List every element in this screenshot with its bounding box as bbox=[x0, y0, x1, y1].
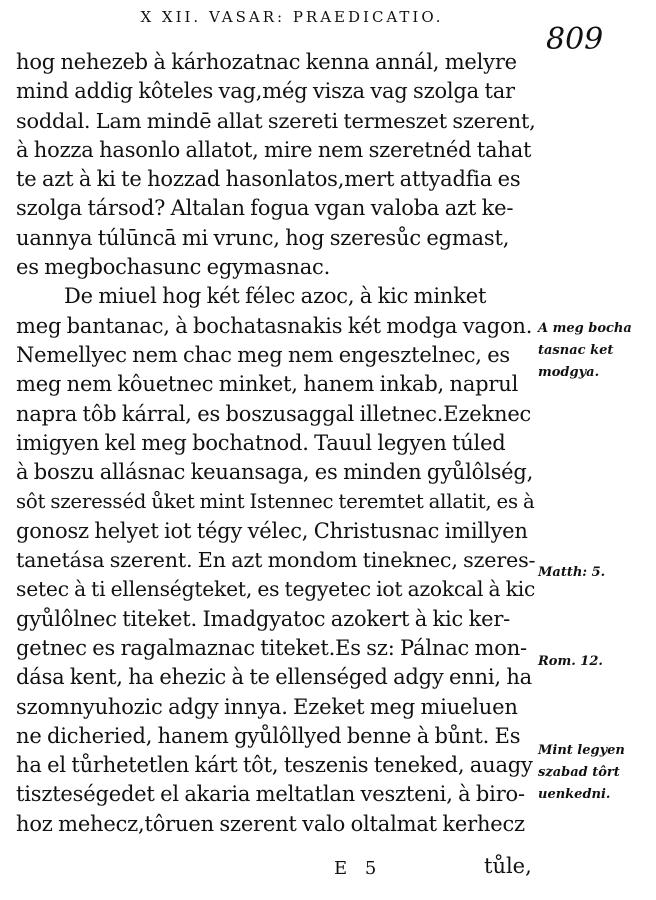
text-line: à hozza hasonlo allatot, mire nem szeretnéd tahat bbox=[16, 137, 532, 162]
text-line: szomnyuhozic adgy innya. Ezeket meg miueluen bbox=[16, 694, 518, 719]
text-line: szolga társod? Altalan fogua vgan valoba azt ke- bbox=[16, 196, 514, 221]
text-line: napra tôb kárral, es boszusaggal illetnec.Ezeknec bbox=[16, 401, 532, 426]
text-line: sôt szeresséd ůket mint Istennec teremtet allatit, es à bbox=[16, 490, 535, 514]
margin-note-line: Mint legyen bbox=[538, 743, 625, 758]
text-line: te azt à ki te hozzad hasonlatos,mert attyadfia es bbox=[16, 167, 521, 192]
text-line: uannya túlūncā mi vrunc, hog szeresůc egmast, bbox=[16, 225, 510, 250]
text-line: imigyen kel meg bochatnod. Tauul legyen túled bbox=[16, 430, 506, 455]
text-line: gonosz helyet iot tégy vélec, Christusnac imillyen bbox=[16, 518, 528, 543]
text-line: es megbochasunc egymasnac. bbox=[16, 255, 331, 280]
margin-note bbox=[538, 562, 605, 584]
text-line: meg bantanac, à bochatasnakis két modga vagon. bbox=[16, 313, 533, 338]
text-line: tiszteségedet el akaria meltatlan veszteni, à biro- bbox=[16, 782, 525, 807]
text-line: ha el tůrhetetlen kárt tôt, teszenis teneked, auagy bbox=[16, 753, 533, 778]
text-line: setec à ti ellenségteket, es tegyetec iot azokcal à kic bbox=[16, 577, 536, 602]
text-line: getnec es ragalmaznac titeket.Es sz: Pálnac mon- bbox=[16, 635, 527, 660]
text-line: meg nem kôuetnec minket, hanem inkab, naprul bbox=[16, 372, 519, 397]
margin-note-line: szabad tôrt bbox=[538, 765, 620, 780]
margin-note-line: Rom. 12. bbox=[538, 654, 603, 669]
margin-note bbox=[538, 651, 603, 673]
text-line: à boszu allásnac keuansaga, es minden gyůlôlség, bbox=[16, 460, 534, 485]
text-line: gyůlôlnec titeket. Imadgyatoc azokert à kic ker- bbox=[16, 606, 511, 631]
margin-note-line: A meg bocha bbox=[538, 321, 632, 336]
text-line: dása kent, ha ehezic à te ellenséged adgy enni, ha bbox=[16, 665, 532, 690]
catchword: tůle, bbox=[484, 854, 532, 878]
text-line: ne dicheried, hanem gyůlôllyed benne à bůnt. Es bbox=[16, 723, 521, 748]
margin-note-line: uenkedni. bbox=[538, 787, 611, 802]
text-line: hog nehezeb à kárhozatnac kenna annál, melyre bbox=[16, 50, 517, 74]
text-line: Nemellyec nem chac meg nem engesztelnec, es bbox=[16, 342, 511, 367]
running-head: X XII. VASAR: PRAEDICATIO. bbox=[140, 8, 444, 26]
margin-note bbox=[538, 318, 632, 384]
signature-mark: E 5 bbox=[334, 858, 383, 879]
page-number: 809 bbox=[546, 22, 604, 57]
text-line: soddal. Lam mindē allat szereti termeszet szerent, bbox=[16, 108, 536, 133]
body-text bbox=[16, 48, 536, 839]
text-line: mind addig kôteles vag,még visza vag szolga tar bbox=[16, 79, 515, 104]
text-line: hoz mehecz,tôruen szerent valo oltalmat kerhecz bbox=[16, 811, 525, 836]
margin-note-line: modgya. bbox=[538, 365, 600, 380]
margin-note-line: tasnac ket bbox=[538, 343, 614, 358]
text-line: tanetása szerent. En azt mondom tineknec, szeres- bbox=[16, 548, 536, 573]
text-line: De miuel hog két félec azoc, à kic minket bbox=[64, 284, 487, 309]
margin-note bbox=[538, 740, 625, 806]
margin-note-line: Matth: 5. bbox=[538, 565, 606, 580]
